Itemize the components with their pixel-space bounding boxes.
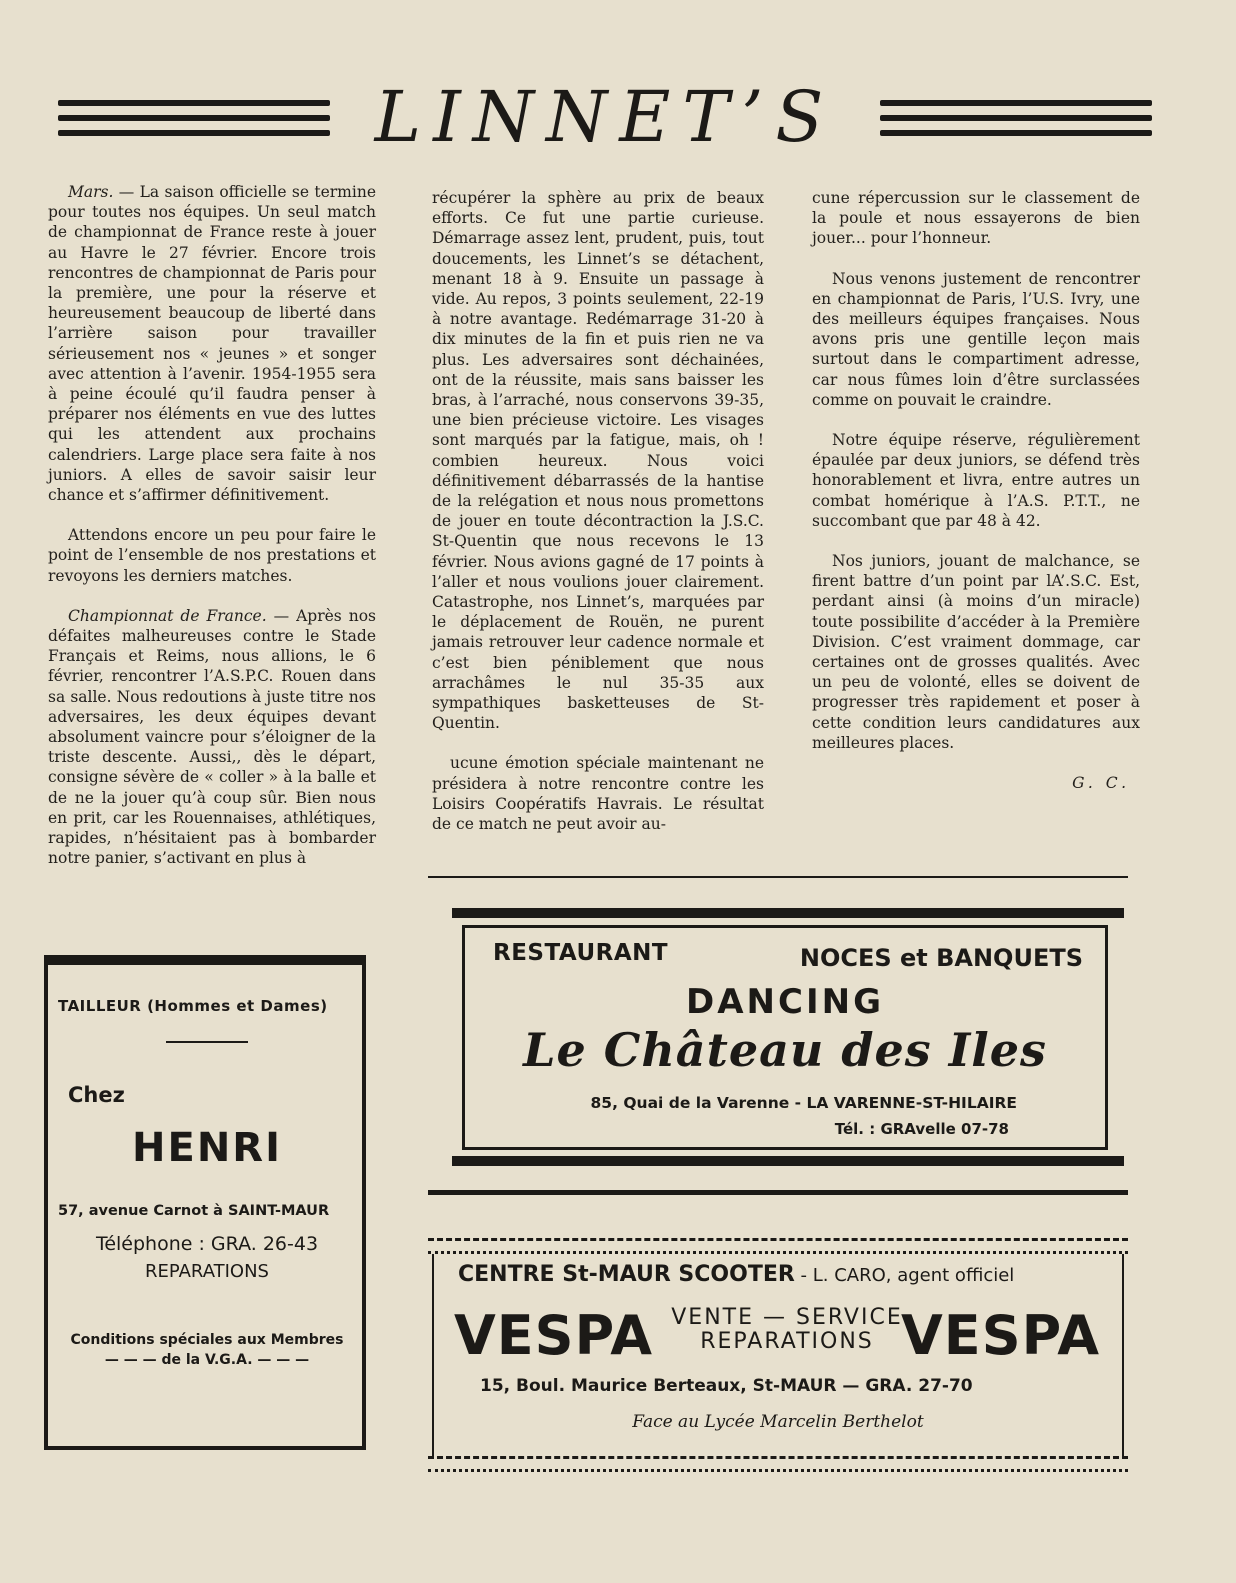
ad-border-bottom	[428, 1456, 1128, 1472]
paragraph: récupérer la sphère au prix de beaux efforts. Ce fut une partie curieuse. Démarrage assez lent, prudent, puis, tout doucements, les Linnet’s se détachent, menant 18 à 9. Ensuite un passage à vide. Au repos, 3 points seulement, 22-19 à notre avantage. Redémarrage 31-20 à dix minutes de la fin et puis rien ne va plus. Les adversaires sont déchainées, ont de la réussite, mais sans baisser les bras, à l’arraché, nous conservons 39-35, une bien précieuse victoire. Les visages sont marqués par la fatigue, mais, oh ! combien heureux. Nous voici définitivement débarrassés de la hantise de la relégation et nous nous promettons de jouer en toute décontraction la J.S.C. St-Quentin que nous recevons le 13 février. Nous avions gagné de 17 points à l’aller et nous voulions jouer clairement. Catastrophe, nos Linnet’s, marquées par le déplacement de Rouën, ne purent jamais retrouver leur cadence normale et c’est bien péniblement que nous arrachâmes le nul 35-35 aux sympathiques basketteuses de St-Quentin.	[432, 189, 764, 733]
header-rules-right	[880, 100, 1152, 145]
ad-address: 15, Boul. Maurice Berteaux, St-MAUR — GRA. 27-70	[480, 1376, 973, 1396]
divider	[428, 876, 1128, 878]
ad-phone: Tél. : GRAvelle 07-78	[834, 1120, 1009, 1138]
paragraph: Mars. — La saison officielle se termine pour toutes nos équipes. Un seul match de championnat de France reste à jouer au Havre le 27 février. Encore trois rencontres de championnat de Paris pour la première, une pour la réserve et heureusement beaucoup de liberté dans l’arrière saison pour travailler sérieusement nos « jeunes » et songer avec attention à l’avenir. 1954-1955 sera à peine écoulé qu’il faudra penser à préparer nos éléments en vue des luttes qui les attendent aux prochains calendriers. Large place sera faite à nos juniors. A elles de savoir saisir leur chance et s’affirmer définitivement.	[48, 183, 376, 505]
article-header	[58, 74, 1152, 160]
ad-dealer: CENTRE St-MAUR SCOOTER - L. CARO, agent officiel	[458, 1262, 1015, 1287]
paragraph: ucune émotion spéciale maintenant ne présidera à notre rencontre contre les Loisirs Coopératifs Havrais. Le résultat de ce match ne peut avoir au-	[432, 754, 764, 834]
ad-venue-name: Le Château des Iles	[523, 1023, 1047, 1077]
ad-name: HENRI	[132, 1125, 282, 1171]
ad-conditions: Conditions spéciales aux Membres	[70, 1332, 344, 1348]
ad-phone: Téléphone : GRA. 26-43	[95, 1233, 319, 1255]
ad-brand-right: VESPA	[901, 1304, 1100, 1367]
ad-address: 85, Quai de la Varenne - LA VARENNE-ST-HILAIRE	[590, 1094, 1017, 1112]
ad-noces: NOCES et BANQUETS	[799, 944, 1083, 972]
ad-brand-left: VESPA	[454, 1304, 653, 1367]
signature: G. C.	[1072, 774, 1130, 793]
ad-dancing: DANCING	[686, 982, 884, 1022]
article-column-3	[812, 188, 1140, 793]
ad-body	[432, 1254, 1124, 1456]
paragraph: Nos juniors, jouant de malchance, se firent battre d’un point par lA’.S.C. Est, perdant ainsi (à moins d’un miracle) toute possibilite d’accéder à la Première Division. C’est vraiment dommage, car certaines ont de grosses qualités. Avec un peu de volonté, elles se doivent de progresser très rapidement et poser à cette condition leurs candidatures aux meilleures places.	[812, 552, 1140, 752]
article-column-2	[432, 188, 764, 854]
paragraph: Attendons encore un peu pour faire le point de l’ensemble de nos prestations et revoyons les derniers matches.	[48, 526, 376, 585]
ad-location-note: Face au Lycée Marcelin Berthelot	[632, 1412, 924, 1432]
ad-chez: Chez	[68, 1083, 125, 1107]
ad-repairs: REPARATIONS	[145, 1261, 269, 1282]
ad-profession: TAILLEUR (Hommes et Dames)	[58, 997, 328, 1015]
paragraph: Notre équipe réserve, régulièrement épaulée par deux juniors, se défend très honorablement et livra, entre autres un combat homérique à l’A.S. P.T.T., ne succombant que par 48 à 42.	[812, 431, 1140, 530]
ad-members: — — — de la V.G.A. — — —	[104, 1352, 310, 1368]
ad-chateau-des-iles	[462, 925, 1108, 1150]
ad-separator	[166, 1041, 248, 1043]
paragraph: cune répercussion sur le classement de la poule et nous essayerons de bien jouer... pour l’honneur.	[812, 189, 1140, 248]
article-column-1	[48, 182, 376, 889]
header-rules-left	[58, 100, 330, 145]
ad-services: VENTE — SERVICE REPARATIONS	[671, 1305, 903, 1354]
article-title: LINNET’S	[374, 76, 836, 158]
ad-tailleur-henri	[44, 955, 366, 1450]
ad-address: 57, avenue Carnot à SAINT-MAUR	[58, 1203, 330, 1219]
paragraph: Nous venons justement de rencontrer en championnat de Paris, l’U.S. Ivry, une des meilleurs équipes françaises. Nous avons pris une gentille leçon mais surtout dans le compartiment adresse, car nous fûmes loin d’être surclassées comme on pouvait le craindre.	[812, 269, 1140, 409]
paragraph: Championnat de France. — Après nos défaites malheureuses contre le Stade Français et Reims, nous allions, le 6 février, rencontrer l’A.S.P.C. Rouen dans sa salle. Nous redoutions à juste titre nos adversaires, les deux équipes devant absolument vaincre pour s’éloigner de la triste descente. Aussi,, dès le départ, consigne sévère de « coller » à la balle et de ne la jouer qu’à coup sûr. Bien nous en prit, car les Rouennaises, athlétiques, rapides, n’hésitaient pas à bombarder notre panier, s’activant en plus à	[48, 606, 377, 868]
divider	[428, 1190, 1128, 1195]
ad-restaurant: RESTAURANT	[493, 940, 669, 966]
ad-border-top	[428, 1238, 1128, 1254]
ad-vespa-scooter	[428, 1238, 1128, 1463]
